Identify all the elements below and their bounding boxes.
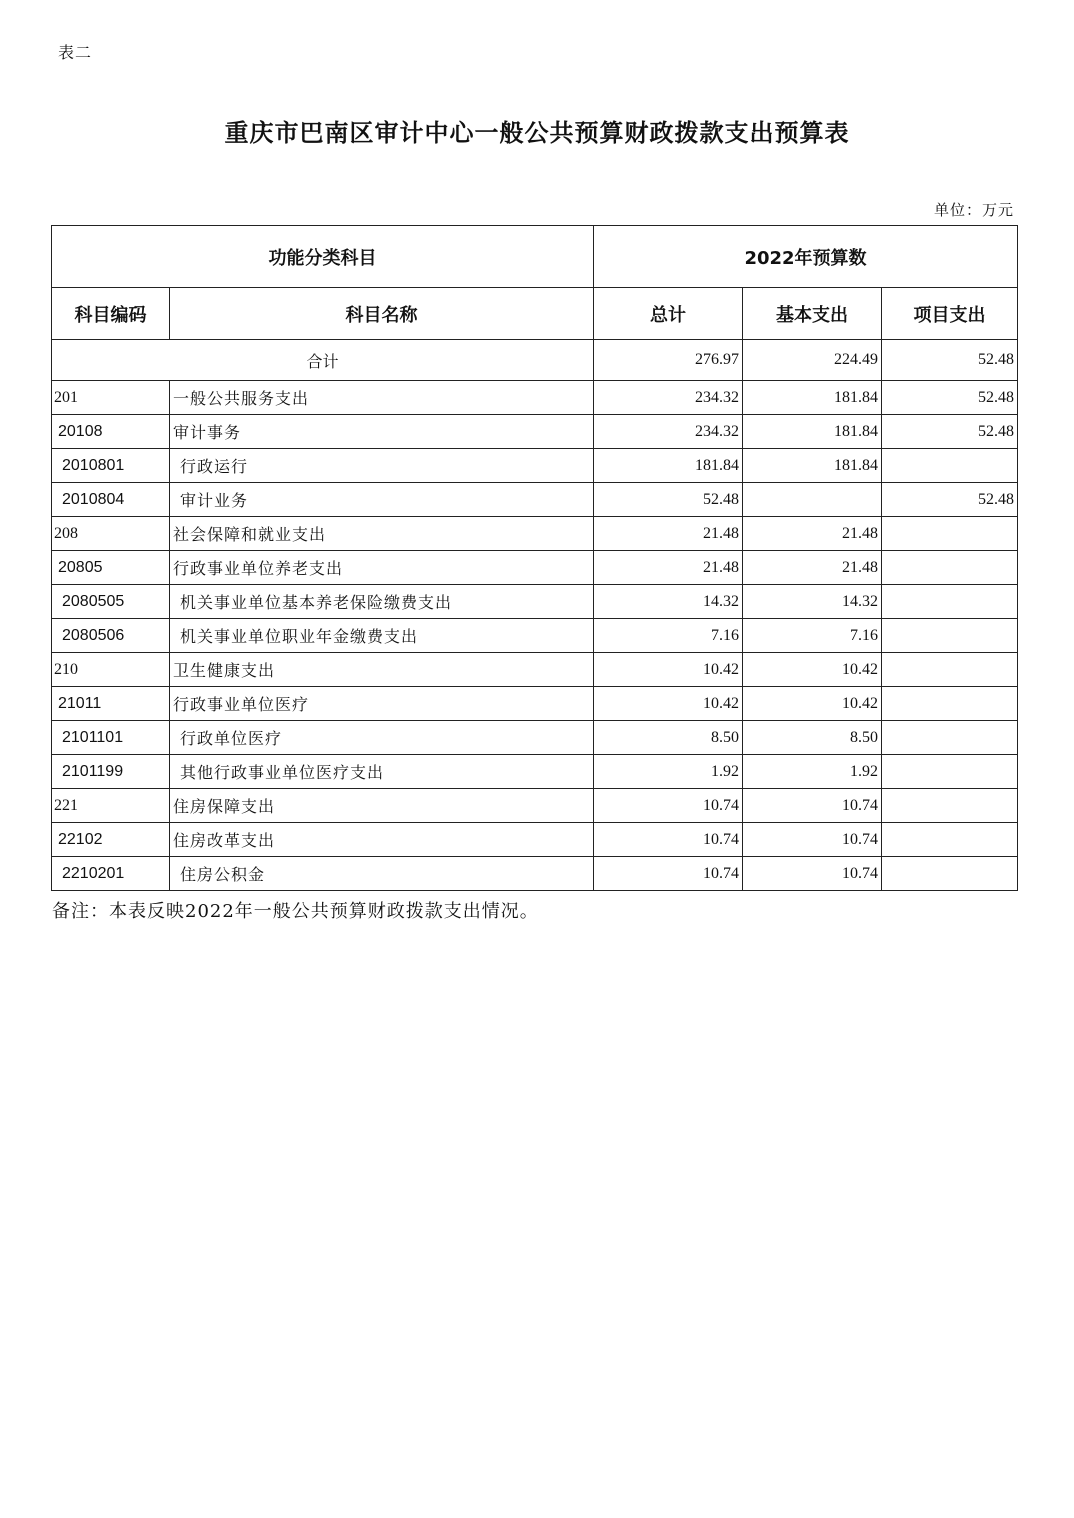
row-name: 其他行政事业单位医疗支出 (170, 755, 594, 789)
table-row (52, 551, 1018, 585)
table-row (52, 415, 1018, 449)
budget-table (51, 225, 1018, 891)
row-project (882, 653, 1018, 687)
row-total: 7.16 (594, 619, 743, 653)
row-total: 10.74 (594, 823, 743, 857)
header-project: 项目支出 (882, 288, 1018, 340)
table-row (52, 381, 1018, 415)
row-project: 52.48 (882, 483, 1018, 517)
row-code: 20805 (52, 551, 170, 585)
row-code: 2101199 (52, 755, 170, 789)
row-basic: 1.92 (743, 755, 882, 789)
row-basic: 10.74 (743, 857, 882, 891)
row-project (882, 449, 1018, 483)
footnote: 备注：本表反映2022年一般公共预算财政拨款支出情况。 (52, 901, 539, 922)
row-basic: 181.84 (743, 381, 882, 415)
row-code: 2010804 (52, 483, 170, 517)
row-total: 52.48 (594, 483, 743, 517)
row-code: 210 (52, 653, 170, 687)
row-total: 234.32 (594, 415, 743, 449)
header-budget-year: 2022年预算数 (594, 226, 1018, 288)
row-name: 住房公积金 (170, 857, 594, 891)
table-row (52, 789, 1018, 823)
row-code: 2101101 (52, 721, 170, 755)
row-basic: 181.84 (743, 415, 882, 449)
row-code: 21011 (52, 687, 170, 721)
table-row (52, 585, 1018, 619)
table-body (52, 340, 1018, 891)
unit-label: 单位：万元 (933, 201, 1014, 219)
total-project: 52.48 (882, 340, 1018, 381)
row-project (882, 721, 1018, 755)
row-basic: 10.42 (743, 653, 882, 687)
row-name: 审计事务 (170, 415, 594, 449)
row-name: 机关事业单位职业年金缴费支出 (170, 619, 594, 653)
table-row (52, 517, 1018, 551)
row-name: 住房保障支出 (170, 789, 594, 823)
total-row (52, 340, 1018, 381)
row-project (882, 789, 1018, 823)
header-total: 总计 (594, 288, 743, 340)
row-project (882, 619, 1018, 653)
row-code: 2210201 (52, 857, 170, 891)
row-name: 行政事业单位医疗 (170, 687, 594, 721)
row-project (882, 823, 1018, 857)
row-project: 52.48 (882, 415, 1018, 449)
row-project: 52.48 (882, 381, 1018, 415)
row-project (882, 755, 1018, 789)
row-code: 20108 (52, 415, 170, 449)
table-row (52, 653, 1018, 687)
row-total: 14.32 (594, 585, 743, 619)
row-name: 卫生健康支出 (170, 653, 594, 687)
row-total: 21.48 (594, 551, 743, 585)
row-code: 2080505 (52, 585, 170, 619)
row-total: 10.74 (594, 789, 743, 823)
row-basic (743, 483, 882, 517)
row-name: 行政运行 (170, 449, 594, 483)
table-row (52, 721, 1018, 755)
row-project (882, 551, 1018, 585)
table-row (52, 857, 1018, 891)
total-basic: 224.49 (743, 340, 882, 381)
row-code: 2080506 (52, 619, 170, 653)
row-basic: 10.42 (743, 687, 882, 721)
row-total: 181.84 (594, 449, 743, 483)
row-total: 10.42 (594, 687, 743, 721)
header-code: 科目编码 (52, 288, 170, 340)
row-name: 行政事业单位养老支出 (170, 551, 594, 585)
table-row (52, 823, 1018, 857)
total-label: 合计 (52, 340, 594, 381)
row-total: 10.74 (594, 857, 743, 891)
row-name: 住房改革支出 (170, 823, 594, 857)
row-basic: 7.16 (743, 619, 882, 653)
row-basic: 10.74 (743, 789, 882, 823)
row-project (882, 857, 1018, 891)
row-name: 行政单位医疗 (170, 721, 594, 755)
row-name: 审计业务 (170, 483, 594, 517)
header-name: 科目名称 (170, 288, 594, 340)
row-basic: 8.50 (743, 721, 882, 755)
row-total: 1.92 (594, 755, 743, 789)
row-code: 201 (52, 381, 170, 415)
header-functional-category: 功能分类科目 (52, 226, 594, 288)
table-row (52, 449, 1018, 483)
row-total: 10.42 (594, 653, 743, 687)
row-name: 社会保障和就业支出 (170, 517, 594, 551)
table-number-label: 表二 (58, 43, 93, 62)
header-basic: 基本支出 (743, 288, 882, 340)
row-basic: 10.74 (743, 823, 882, 857)
row-basic: 14.32 (743, 585, 882, 619)
table-row (52, 687, 1018, 721)
table-row (52, 483, 1018, 517)
row-basic: 181.84 (743, 449, 882, 483)
row-code: 22102 (52, 823, 170, 857)
row-total: 234.32 (594, 381, 743, 415)
total-total: 276.97 (594, 340, 743, 381)
row-total: 21.48 (594, 517, 743, 551)
row-project (882, 585, 1018, 619)
row-code: 221 (52, 789, 170, 823)
row-project (882, 517, 1018, 551)
row-code: 2010801 (52, 449, 170, 483)
row-code: 208 (52, 517, 170, 551)
page-title: 重庆市巴南区审计中心一般公共预算财政拨款支出预算表 (224, 118, 850, 147)
row-name: 机关事业单位基本养老保险缴费支出 (170, 585, 594, 619)
row-total: 8.50 (594, 721, 743, 755)
row-basic: 21.48 (743, 551, 882, 585)
row-basic: 21.48 (743, 517, 882, 551)
row-project (882, 687, 1018, 721)
table-row (52, 619, 1018, 653)
table-row (52, 755, 1018, 789)
row-name: 一般公共服务支出 (170, 381, 594, 415)
